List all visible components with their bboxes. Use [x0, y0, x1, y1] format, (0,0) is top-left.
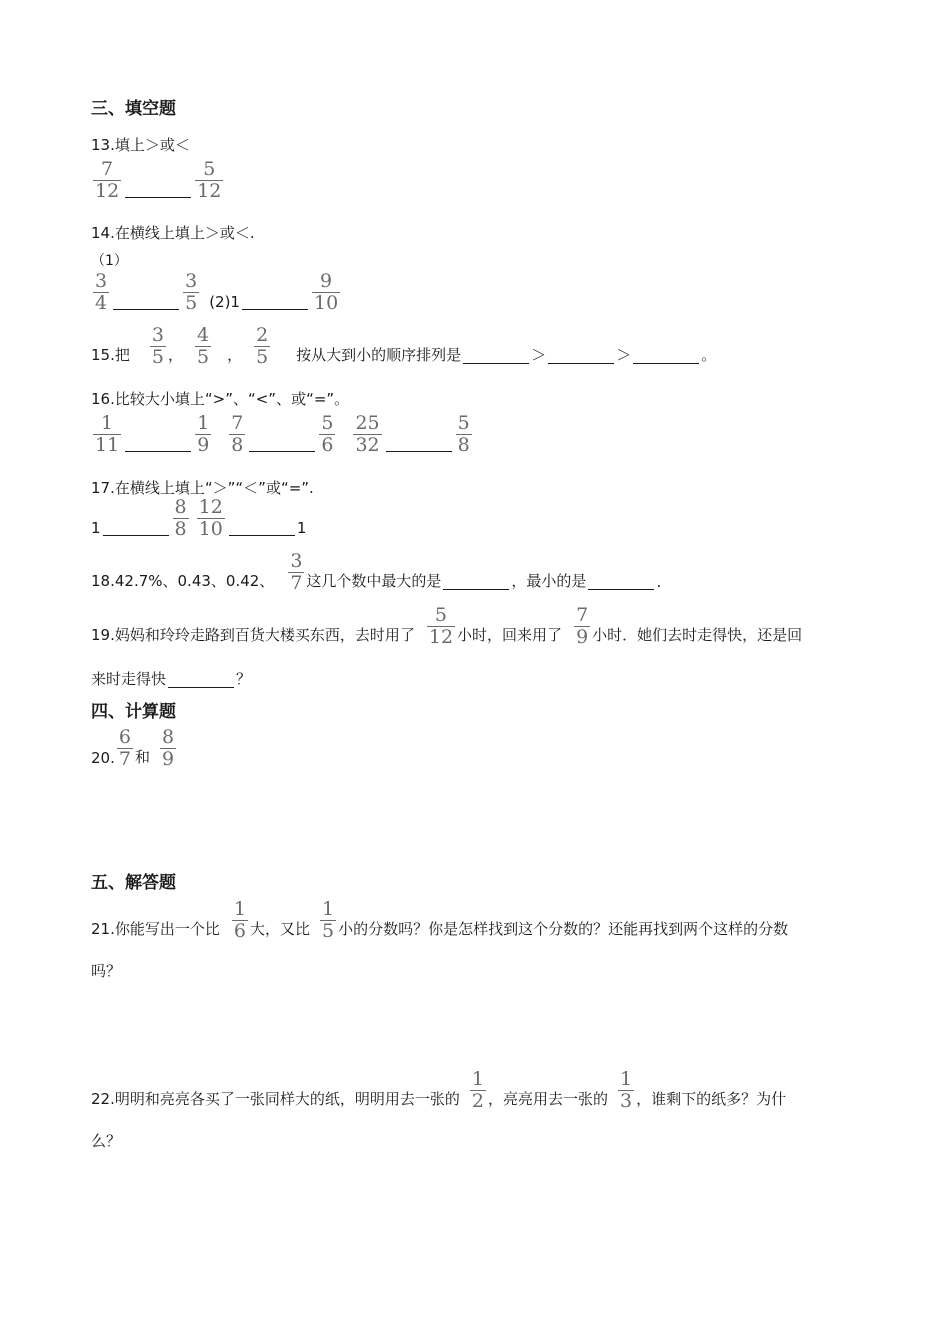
- answer-blank[interactable]: [103, 534, 169, 536]
- question-21-line2: 吗？: [91, 962, 122, 980]
- question-16-label: 16.比较大小填上“>”、“<”、或“=”。: [91, 390, 350, 408]
- section-title: 三、填空题: [91, 99, 176, 119]
- answer-blank[interactable]: [249, 450, 315, 452]
- answer-blank[interactable]: [588, 588, 654, 590]
- fraction: $\frac{5}{12}$: [428, 604, 454, 648]
- question-13-label: 13.填上＞或＜: [91, 136, 190, 154]
- fraction: $\frac{8}{8}$: [174, 496, 187, 540]
- answer-blank[interactable]: [125, 450, 191, 452]
- question-19-line2: 来时走得快 ？: [91, 670, 252, 688]
- question-15: 15.把 $\frac{3}{5}$ ， $\frac{4}{5}$ ， $\frac{2}{5}$ 按从大到小的顺序排列是 ＞ ＞ 。: [91, 324, 717, 368]
- fraction: $\frac{3}{5}$: [151, 324, 164, 368]
- fraction: $\frac{3}{7}$: [290, 550, 303, 594]
- fraction: $\frac{8}{9}$: [161, 726, 175, 770]
- question-20: 20. $\frac{6}{7}$ 和 $\frac{8}{9}$: [91, 726, 175, 770]
- answer-blank[interactable]: [168, 686, 234, 688]
- question-19-line1: 19.妈妈和玲玲走路到百货大楼买东西，去时用了 $\frac{5}{12}$ 小时，回来用了 $\frac{7}{9}$ 小时．她们去时走得快，还是回: [91, 604, 803, 648]
- answer-blank[interactable]: [113, 308, 179, 310]
- fraction: $\frac{1}{2}$: [471, 1068, 484, 1112]
- question-21-line1: 21.你能写出一个比 $\frac{1}{6}$ 大，又比 $\frac{1}{5}$ 小的分数吗？你是怎样找到这个分数的？还能再找到两个这样的分数: [91, 898, 789, 942]
- question-13-body: [91, 160, 225, 201]
- section-title: 四、计算题: [91, 702, 176, 722]
- fraction: $\frac{5}{12}$: [197, 158, 222, 202]
- fraction: $\frac{5}{6}$: [321, 412, 334, 456]
- section-heading-calculation: [91, 697, 176, 722]
- fraction: $\frac{2}{5}$: [256, 324, 269, 368]
- question-22-line1: 22.明明和亮亮各买了一张同样大的纸，明明用去一张的 $\frac{1}{2}$ ，亮亮用去一张的 $\frac{1}{3}$ ，谁剩下的纸多？为什: [91, 1068, 787, 1112]
- fraction: $\frac{3}{4}$: [95, 270, 108, 314]
- question-14-sub1: （1）: [91, 253, 128, 269]
- fraction: $\frac{7}{8}$: [231, 412, 244, 456]
- answer-blank[interactable]: [463, 362, 529, 364]
- fraction: $\frac{5}{8}$: [457, 412, 470, 456]
- question-22-line2: 么？: [91, 1132, 122, 1150]
- fraction: $\frac{1}{9}$: [197, 412, 210, 456]
- question-16-body: [91, 414, 474, 455]
- fraction: $\frac{3}{5}$: [185, 270, 198, 314]
- section-title: 五、解答题: [91, 873, 176, 893]
- fraction: $\frac{1}{6}$: [233, 898, 246, 942]
- question-17-body: 1 $\frac{8}{8}$ $\frac{12}{10}$ 1: [91, 496, 307, 540]
- fraction: $\frac{6}{7}$: [118, 726, 131, 770]
- answer-blank[interactable]: [229, 534, 295, 536]
- answer-blank[interactable]: [125, 196, 191, 198]
- section-heading-answer: [91, 868, 176, 893]
- question-14-body: $\frac{3}{4}$ $\frac{3}{5}$ (2)1 $\frac{9}{10}$: [95, 270, 339, 314]
- answer-blank[interactable]: [548, 362, 614, 364]
- question-18: 18.42.7%、0.43、0.42、 $\frac{3}{7}$ 这几个数中最大的是 ，最小的是 .: [91, 550, 662, 594]
- fraction: $\frac{4}{5}$: [196, 324, 210, 368]
- answer-blank[interactable]: [242, 308, 308, 310]
- question-17-label: 17.在横线上填上“＞”“＜”或“=”.: [91, 479, 314, 497]
- fraction: $\frac{1}{11}$: [95, 412, 120, 456]
- fraction: $\frac{12}{10}$: [198, 496, 223, 540]
- fraction: $\frac{7}{9}$: [576, 604, 589, 648]
- fraction: $\frac{7}{12}$: [95, 158, 120, 202]
- question-14-label: 14.在横线上填上＞或＜.: [91, 224, 255, 242]
- fraction: $\frac{9}{10}$: [313, 270, 339, 314]
- section-heading-fill-in: [91, 94, 176, 119]
- answer-blank[interactable]: [386, 450, 452, 452]
- fraction: $\frac{1}{5}$: [321, 898, 335, 942]
- fraction: $\frac{25}{32}$: [355, 412, 380, 456]
- fraction: $\frac{1}{3}$: [619, 1068, 633, 1112]
- answer-blank[interactable]: [443, 588, 509, 590]
- answer-blank[interactable]: [633, 362, 699, 364]
